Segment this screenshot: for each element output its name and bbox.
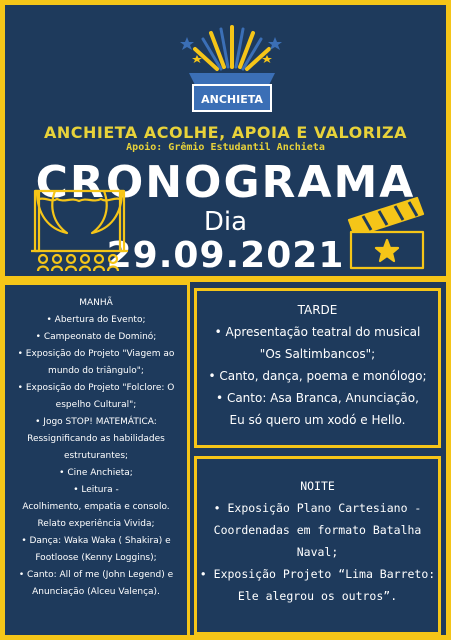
logo-text: ANCHIETA: [201, 93, 263, 106]
noite-line: Ele alegrou os outros”.: [237, 589, 398, 603]
manha-title: MANHÃ: [79, 298, 113, 308]
tarde-line: • Canto: Asa Branca, Anunciação,: [216, 391, 419, 405]
manha-line: mundo do triângulo";: [48, 366, 144, 376]
manha-line: • Cine Anchieta;: [59, 468, 133, 478]
noite-line: Coordenadas em formato Batalha: [213, 523, 422, 537]
tarde-line: • Apresentação teatral do musical: [214, 325, 421, 339]
tarde-line: Eu só quero um xodó e Hello.: [229, 413, 406, 427]
manha-line: Relato experiência Vivida;: [37, 519, 155, 529]
noite-title: NOITE: [300, 479, 335, 493]
manha-line: Ressignificando as habilidades: [27, 434, 165, 444]
manha-line: • Canto: All of me (John Legend) e: [18, 570, 174, 580]
manha-list: [5, 285, 187, 601]
noite-line: • Exposição Projeto “Lima Barreto:: [199, 567, 436, 581]
clapperboard-icon: [343, 190, 431, 272]
manha-line: • Jogo STOP! MATEMÁTICA:: [35, 417, 157, 427]
manha-line: estruturantes;: [63, 451, 129, 461]
panel-noite: [194, 456, 441, 635]
manha-line: • Abertura do Evento;: [46, 315, 146, 325]
manha-line: • Leitura -: [73, 485, 119, 495]
tarde-title: TARDE: [297, 303, 338, 317]
tarde-list: [197, 291, 438, 431]
day-label: Dia: [203, 207, 248, 237]
noite-list: [197, 459, 438, 607]
noite-line: Naval;: [296, 545, 339, 559]
manha-line: • Exposição do Projeto "Folclore: O: [17, 383, 175, 393]
panel-tarde: [194, 288, 441, 448]
manha-line: Anunciação (Alceu Valença).: [32, 587, 160, 597]
headline: ANCHIETA ACOLHE, APOIA E VALORIZA: [43, 123, 408, 142]
page-title: CRONOGRAMA: [35, 157, 416, 208]
manha-line: Footloose (Kenny Loggins);: [35, 553, 157, 563]
tarde-line: "Os Saltimbancos";: [259, 347, 376, 361]
event-date: 29.09.2021: [106, 235, 345, 276]
support-line: Apoio: Grêmio Estudantil Anchieta: [126, 142, 325, 153]
manha-line: • Campeonato de Dominó;: [35, 332, 157, 342]
noite-line: • Exposição Plano Cartesiano -: [213, 501, 422, 515]
tarde-line: • Canto, dança, poema e monólogo;: [208, 369, 427, 383]
manha-line: espelho Cultural";: [55, 400, 137, 410]
manha-line: • Exposição do Projeto "Viagem ao: [17, 349, 175, 359]
manha-line: Acolhimento, empatia e consolo.: [22, 502, 170, 512]
burst-box-logo-icon: [175, 15, 290, 115]
theater-stage-icon: [27, 185, 132, 275]
panel-manha: [5, 282, 190, 640]
manha-line: • Dança: Waka Waka ( Shakira) e: [21, 536, 171, 546]
